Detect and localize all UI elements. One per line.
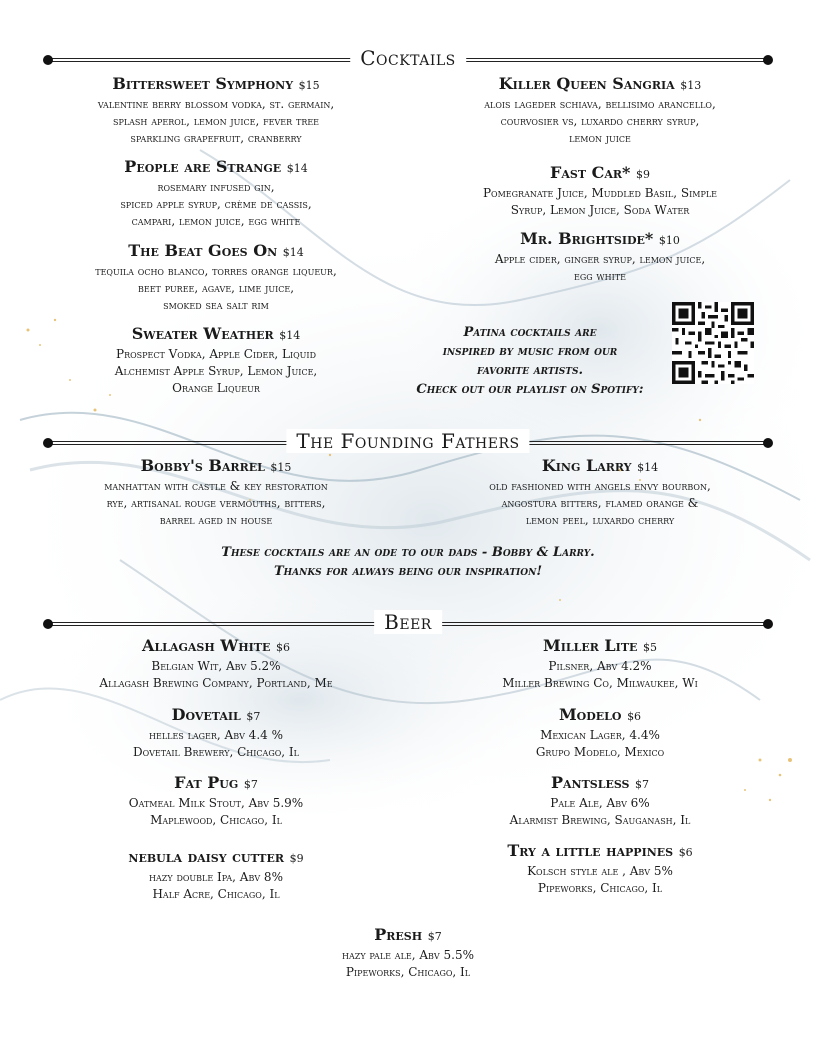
note-line: Patina cocktails are bbox=[463, 325, 597, 340]
menu-item bbox=[46, 157, 386, 230]
menu-item bbox=[46, 847, 386, 903]
menu-item bbox=[46, 773, 386, 829]
founding-fathers-section-header bbox=[40, 431, 776, 455]
item-desc: Grupo Modelo, Mexico bbox=[535, 745, 665, 759]
item-desc: smoked sea salt rim bbox=[163, 298, 269, 312]
item-price: $7 bbox=[427, 930, 442, 943]
menu-item bbox=[46, 705, 386, 761]
item-desc: campari, lemon juice, egg white bbox=[131, 214, 301, 228]
divider-dot bbox=[43, 619, 53, 629]
divider-dot bbox=[763, 55, 773, 65]
divider-dot bbox=[43, 438, 53, 448]
beer-section-header bbox=[40, 612, 776, 636]
item-price: $14 bbox=[637, 461, 659, 474]
section-title: Beer bbox=[374, 610, 442, 634]
item-desc: Syrup, Lemon Juice, Soda Water bbox=[510, 203, 690, 217]
item-desc: Orange Liqueur bbox=[172, 381, 260, 395]
item-price: $10 bbox=[658, 234, 680, 247]
item-price: $7 bbox=[635, 778, 650, 791]
item-desc: spiced apple syrup, crème de cassis, bbox=[120, 197, 312, 211]
item-name: Fat Pug bbox=[174, 773, 239, 792]
founding-note bbox=[108, 543, 708, 581]
item-desc: angostura bitters, flamed orange & bbox=[501, 496, 699, 510]
item-desc: rye, artisanal rouge vermouths, bitters, bbox=[106, 496, 326, 510]
spotify-note bbox=[392, 323, 668, 399]
item-desc: valentine berry blossom vodka, st. germain, bbox=[97, 97, 335, 111]
divider-dot bbox=[43, 55, 53, 65]
note-line: inspired by music from our bbox=[442, 344, 618, 359]
item-name: People are Strange bbox=[124, 157, 282, 176]
item-price: $9 bbox=[289, 852, 304, 865]
item-desc: lemon juice bbox=[569, 131, 631, 145]
item-name: Try a little happines bbox=[507, 841, 674, 860]
item-name: Killer Queen Sangria bbox=[498, 74, 675, 93]
item-desc: Maplewood, Chicago, Il bbox=[150, 813, 282, 827]
item-desc: Oatmeal Milk Stout, Abv 5.9% bbox=[128, 796, 304, 810]
menu-item bbox=[430, 705, 770, 761]
item-name: King Larry bbox=[541, 456, 632, 475]
item-desc: hazy pale ale, Abv 5.5% bbox=[342, 948, 474, 962]
item-price: $14 bbox=[286, 162, 308, 175]
divider-dot bbox=[763, 438, 773, 448]
item-price: $7 bbox=[246, 710, 261, 723]
item-desc: lemon peel, luxardo cherry bbox=[525, 513, 675, 527]
item-desc: Apple cider, ginger syrup, lemon juice, bbox=[494, 252, 706, 266]
item-desc: old fashioned with angels envy bourbon, bbox=[489, 479, 711, 493]
item-name: Pantsless bbox=[550, 773, 630, 792]
item-desc: Pale Ale, Abv 6% bbox=[550, 796, 650, 810]
menu-item bbox=[238, 925, 578, 981]
item-name: Dovetail bbox=[171, 705, 241, 724]
section-title: The Founding Fathers bbox=[286, 429, 529, 453]
menu-item bbox=[430, 456, 770, 529]
item-desc: courvosier vs, luxardo cherry syrup, bbox=[500, 114, 700, 128]
item-desc: Kolsch style ale , Abv 5% bbox=[527, 864, 673, 878]
item-name: nebula daisy cutter bbox=[128, 847, 285, 866]
item-desc: tequila ocho blanco, torres orange liqueur, bbox=[95, 264, 337, 278]
item-desc: alois lageder schiava, bellisimo arancello, bbox=[484, 97, 716, 111]
item-price: $15 bbox=[270, 461, 292, 474]
item-price: $7 bbox=[243, 778, 258, 791]
menu-item bbox=[430, 636, 770, 692]
spotify-qr-code-icon[interactable] bbox=[672, 302, 754, 384]
item-name: Miller Lite bbox=[543, 636, 638, 655]
item-price: $6 bbox=[627, 710, 642, 723]
item-price: $9 bbox=[635, 168, 650, 181]
item-desc: Half Acre, Chicago, Il bbox=[152, 887, 280, 901]
item-price: $6 bbox=[275, 641, 290, 654]
item-desc: manhattan with castle & key restoration bbox=[104, 479, 328, 493]
item-name: Presh bbox=[374, 925, 423, 944]
note-line: favorite artists. bbox=[476, 363, 584, 378]
item-desc: Pomegranate Juice, Muddled Basil, Simple bbox=[482, 186, 717, 200]
item-name: Bobby's Barrel bbox=[140, 456, 265, 475]
item-desc: Pipeworks, Chicago, Il bbox=[345, 965, 471, 979]
item-price: $6 bbox=[678, 846, 693, 859]
item-desc: Alchemist Apple Syrup, Lemon Juice, bbox=[114, 364, 318, 378]
item-name: The Beat Goes On bbox=[128, 241, 278, 260]
item-desc: Pilsner, Abv 4.2% bbox=[548, 659, 652, 673]
item-desc: egg white bbox=[574, 269, 626, 283]
item-price: $14 bbox=[282, 246, 304, 259]
item-desc: Mexican Lager, 4.4% bbox=[540, 728, 660, 742]
item-desc: Alarmist Brewing, Sauganash, Il bbox=[509, 813, 691, 827]
note-line: Thanks for always being our inspiration! bbox=[273, 564, 543, 579]
item-name: Mr. Brightside* bbox=[520, 229, 654, 248]
item-desc: Prospect Vodka, Apple Cider, Liquid bbox=[116, 347, 316, 361]
item-name: Bittersweet Symphony bbox=[112, 74, 294, 93]
divider-dot bbox=[763, 619, 773, 629]
item-desc: Allagash Brewing Company, Portland, Me bbox=[99, 676, 333, 690]
menu-item bbox=[430, 229, 770, 285]
item-name: Allagash White bbox=[142, 636, 271, 655]
item-price: $5 bbox=[642, 641, 657, 654]
item-desc: helles lager, Abv 4.4 % bbox=[149, 728, 283, 742]
item-desc: rosemary infused gin, bbox=[157, 180, 275, 194]
item-price: $14 bbox=[279, 329, 301, 342]
item-name: Fast Car* bbox=[550, 163, 631, 182]
item-desc: Pipeworks, Chicago, Il bbox=[537, 881, 663, 895]
menu-item bbox=[46, 241, 386, 314]
menu-item bbox=[430, 163, 770, 219]
item-price: $13 bbox=[680, 79, 702, 92]
item-desc: Dovetail Brewery, Chicago, Il bbox=[133, 745, 299, 759]
item-desc: hazy double Ipa, Abv 8% bbox=[149, 870, 283, 884]
menu-item bbox=[430, 841, 770, 897]
menu-item bbox=[430, 773, 770, 829]
menu-item bbox=[46, 324, 386, 397]
note-line: Check out our playlist on Spotify: bbox=[416, 382, 644, 397]
item-name: Modelo bbox=[558, 705, 622, 724]
menu-item bbox=[430, 74, 770, 147]
note-line: These cocktails are an ode to our dads - Bobby & Larry. bbox=[221, 545, 595, 560]
section-title: Cocktails bbox=[350, 46, 466, 70]
item-price: $15 bbox=[298, 79, 320, 92]
cocktails-section-header bbox=[40, 48, 776, 72]
item-desc: sparkling grapefruit, cranberry bbox=[130, 131, 302, 145]
item-name: Sweater Weather bbox=[131, 324, 274, 343]
menu-item bbox=[46, 456, 386, 529]
item-desc: barrel aged in house bbox=[159, 513, 273, 527]
item-desc: Miller Brewing Co, Milwaukee, Wi bbox=[502, 676, 698, 690]
menu-item bbox=[46, 636, 386, 692]
item-desc: splash aperol, lemon juice, fever tree bbox=[112, 114, 320, 128]
item-desc: Belgian Wit, Abv 5.2% bbox=[151, 659, 281, 673]
item-desc: beet puree, agave, lime juice, bbox=[137, 281, 295, 295]
menu-item bbox=[46, 74, 386, 147]
